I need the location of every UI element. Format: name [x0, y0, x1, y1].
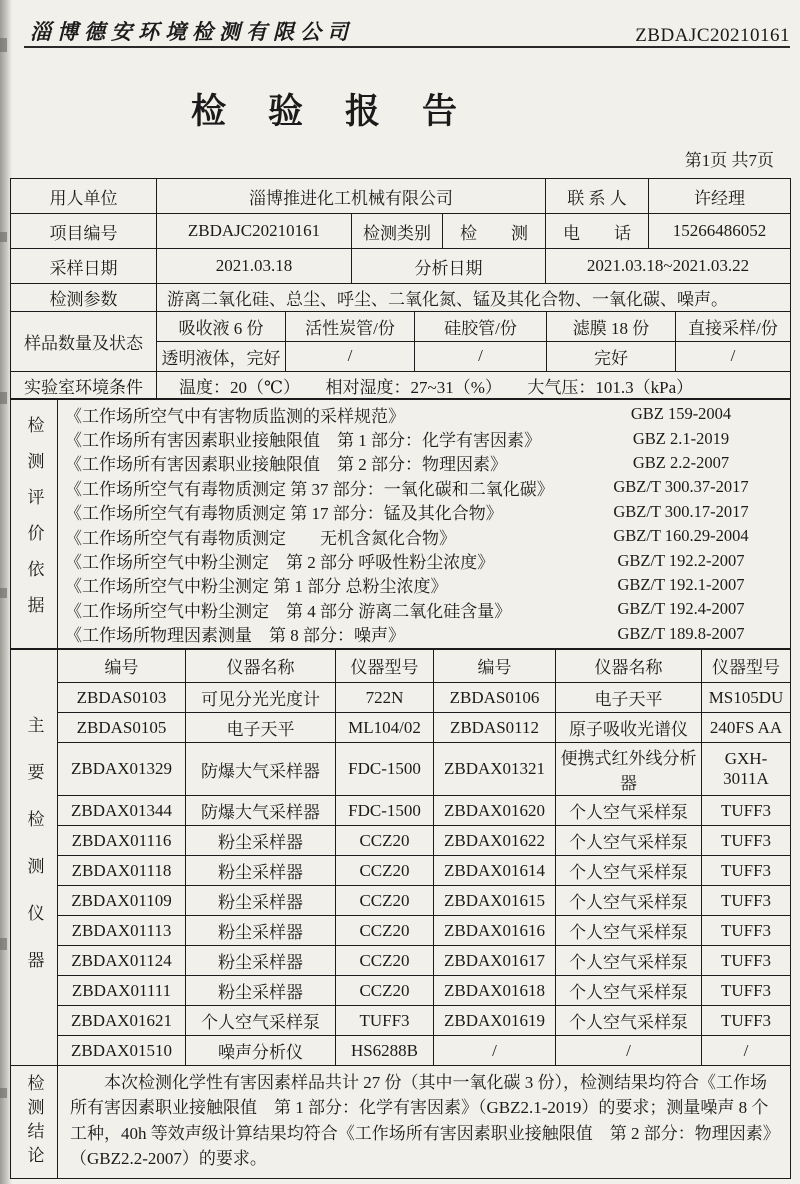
- instrument-cell: ZBDAX01329: [58, 743, 186, 796]
- instrument-cell: ZBDAS0106: [434, 683, 556, 713]
- instrument-cell: 防爆大气采样器: [186, 796, 336, 826]
- scan-artifact: [0, 1088, 7, 1098]
- instrument-cell: 粉尘采样器: [186, 886, 336, 916]
- sampling-date-value: 2021.03.18: [157, 249, 352, 284]
- standard-name: 《工作场所空气中粉尘测定 第 1 部分 总粉尘浓度》: [65, 577, 448, 597]
- instrument-cell: 个人空气采样泵: [556, 856, 702, 886]
- scan-artifact: [0, 938, 7, 950]
- instrument-cell: 个人空气采样泵: [556, 1006, 702, 1036]
- lab-label: 实验室环境条件: [11, 371, 157, 399]
- instrument-cell: 粉尘采样器: [186, 946, 336, 976]
- table-row: [11, 371, 791, 399]
- instrument-cell: ZBDAS0112: [434, 713, 556, 743]
- instrument-cell: ZBDAX01617: [434, 946, 556, 976]
- instrument-cell: 噪声分析仪: [186, 1036, 336, 1066]
- conclusion-table: [10, 1065, 791, 1179]
- instrument-cell: MS105DU: [702, 683, 791, 713]
- instrument-cell: FDC-1500: [336, 796, 434, 826]
- scan-artifact: [0, 38, 7, 52]
- info-table: [10, 178, 791, 312]
- sample-type: 硅胶管/份: [415, 311, 547, 341]
- instrument-cell: 个人空气采样泵: [556, 886, 702, 916]
- column-header: 编号: [58, 649, 186, 683]
- instrument-cell: 便携式红外线分析器: [556, 743, 702, 796]
- instrument-cell: TUFF3: [702, 976, 791, 1006]
- instrument-cell: TUFF3: [702, 856, 791, 886]
- table-row: [11, 916, 791, 946]
- params-label: 检测参数: [11, 284, 157, 312]
- report-code: ZBDAJC20210161: [635, 25, 790, 46]
- instrument-cell: ZBDAX01622: [434, 826, 556, 856]
- table-row: [11, 399, 791, 650]
- basis-item: [58, 524, 790, 548]
- conclusion-cell: [58, 1065, 791, 1178]
- standard-code: GBZ 159-2004: [630, 404, 732, 424]
- instrument-cell: 个人空气采样泵: [556, 826, 702, 856]
- header-rule: [24, 46, 790, 48]
- instrument-cell: /: [702, 1036, 791, 1066]
- instrument-cell: ZBDAX01614: [434, 856, 556, 886]
- basis-item: [58, 402, 790, 426]
- analysis-date-label: 分析日期: [352, 249, 546, 284]
- instrument-cell: 原子吸收光谱仪: [556, 713, 702, 743]
- standard-name: 《工作场所空气中粉尘测定 第 2 部分 呼吸性粉尘浓度》: [65, 553, 495, 573]
- column-header: 仪器名称: [556, 649, 702, 683]
- basis-item: [58, 622, 790, 646]
- standard-name: 《工作场所空气中有害物质监测的采样规范》: [65, 406, 405, 426]
- page-title: 检验报告: [190, 92, 499, 131]
- instrument-cell: ZBDAX01619: [434, 1006, 556, 1036]
- sample-label: 样品数量及状态: [11, 311, 157, 371]
- table-row: [11, 1065, 791, 1178]
- instrument-cell: 防爆大气采样器: [186, 743, 336, 796]
- basis-item: [58, 500, 790, 524]
- instrument-cell: 粉尘采样器: [186, 856, 336, 886]
- standard-code: GBZ 2.1-2019: [632, 428, 730, 448]
- instrument-cell: 个人空气采样泵: [556, 796, 702, 826]
- basis-item: [58, 475, 790, 499]
- instrument-cell: ZBDAS0103: [58, 683, 186, 713]
- project-label: 项目编号: [11, 214, 157, 249]
- instrument-cell: ZBDAX01116: [58, 826, 186, 856]
- table-row: [11, 214, 791, 249]
- instrument-cell: 个人空气采样泵: [556, 976, 702, 1006]
- sample-table: [10, 311, 791, 400]
- instrument-cell: ZBDAX01124: [58, 946, 186, 976]
- type-label: 检测类别: [352, 214, 443, 249]
- basis-list: [58, 399, 791, 650]
- sample-state: 透明液体，完好: [157, 341, 286, 371]
- basis-item: [58, 573, 790, 597]
- instrument-cell: ZBDAX01618: [434, 976, 556, 1006]
- instrument-cell: 电子天平: [556, 683, 702, 713]
- table-row: [11, 179, 791, 214]
- instrument-cell: ZBDAX01510: [58, 1036, 186, 1066]
- instrument-cell: 电子天平: [186, 713, 336, 743]
- instrument-cell: HS6288B: [336, 1036, 434, 1066]
- standard-code: GBZ/T 160.29-2004: [613, 526, 749, 546]
- analysis-date-value: 2021.03.18~2021.03.22: [546, 249, 791, 284]
- standard-code: GBZ 2.2-2007: [632, 452, 730, 472]
- sample-type: 滤膜 18 份: [547, 311, 676, 341]
- basis-section-label: 检测评价依据: [11, 399, 58, 650]
- instruments-body: [11, 649, 791, 1066]
- standard-code: GBZ/T 300.17-2017: [613, 501, 749, 521]
- basis-table: [10, 398, 791, 650]
- column-header: 仪器名称: [186, 649, 336, 683]
- instrument-cell: TUFF3: [702, 946, 791, 976]
- table-row: [11, 856, 791, 886]
- standard-name: 《工作场所物理因素测量 第 8 部分：噪声》: [65, 626, 405, 646]
- lab-conditions: 温度：20（℃） 相对湿度：27~31（%） 大气压：101.3（kPa）: [157, 371, 791, 399]
- table-row: [11, 796, 791, 826]
- standard-name: 《工作场所空气中粉尘测定 第 4 部分 游离二氧化硅含量》: [65, 601, 512, 621]
- basis-item: [58, 451, 790, 475]
- instrument-cell: ZBDAX01615: [434, 886, 556, 916]
- instrument-cell: ZBDAS0105: [58, 713, 186, 743]
- instrument-cell: ZBDAX01344: [58, 796, 186, 826]
- sample-state: 完好: [547, 341, 676, 371]
- instrument-cell: TUFF3: [702, 1006, 791, 1036]
- sample-type: 直接采样/份: [676, 311, 791, 341]
- standard-name: 《工作场所有害因素职业接触限值 第 1 部分：化学有害因素》: [65, 431, 541, 451]
- instrument-cell: 粉尘采样器: [186, 826, 336, 856]
- sampling-date-label: 采样日期: [11, 249, 157, 284]
- instrument-cell: CCZ20: [336, 856, 434, 886]
- standard-code: GBZ/T 192.2-2007: [617, 550, 745, 570]
- sample-state: /: [415, 341, 547, 371]
- instrument-cell: ZBDAX01113: [58, 916, 186, 946]
- basis-item: [58, 548, 790, 572]
- standard-code: GBZ/T 192.4-2007: [617, 599, 745, 619]
- basis-item: [58, 426, 790, 450]
- instrument-cell: 240FS AA: [702, 713, 791, 743]
- standard-name: 《工作场所空气有毒物质测定 第 17 部分：锰及其化合物》: [65, 504, 503, 524]
- scan-artifact: [0, 232, 7, 242]
- instruments-table: [10, 648, 791, 1066]
- client-label: 用人单位: [11, 179, 157, 214]
- conclusion-section-label: 检测结论: [11, 1065, 58, 1178]
- instrument-cell: ZBDAX01111: [58, 976, 186, 1006]
- sample-type: 活性炭管/份: [286, 311, 415, 341]
- instrument-cell: 粉尘采样器: [186, 916, 336, 946]
- basis-item: [58, 597, 790, 621]
- standard-name: 《工作场所有害因素职业接触限值 第 2 部分：物理因素》: [65, 455, 507, 475]
- instrument-cell: ZBDAX01118: [58, 856, 186, 886]
- table-row: [11, 976, 791, 1006]
- conclusion-text: 本次检测化学性有害因素样品共计 27 份（其中一氧化碳 3 份），检测结果均符合《工作场所有害因素职业接触限值 第 1 部分：化学有害因素》（GBZ2.1-2019）的要求；测量噪声 8 个工种，40h 等效声级计算结果均符合《工作场所有害因素职业接触限值 第 2 部分：物理因素》（GBZ2.2-2007）的要求。: [70, 1072, 772, 1169]
- table-row: [11, 284, 791, 312]
- instrument-cell: 个人空气采样泵: [556, 916, 702, 946]
- table-row: [11, 946, 791, 976]
- scan-artifact: [0, 392, 7, 404]
- table-row: [11, 1036, 791, 1066]
- table-row: [11, 683, 791, 713]
- instrument-cell: ML104/02: [336, 713, 434, 743]
- sample-type: 吸收液 6 份: [157, 311, 286, 341]
- page-number: 第1页 共7页: [684, 151, 774, 170]
- table-row: [11, 743, 791, 796]
- standard-code: GBZ/T 189.8-2007: [617, 623, 745, 643]
- instrument-cell: TUFF3: [702, 916, 791, 946]
- type-value: 检 测: [443, 214, 546, 249]
- table-row: [11, 1006, 791, 1036]
- scan-artifact: [0, 588, 7, 598]
- instrument-cell: 粉尘采样器: [186, 976, 336, 1006]
- instrument-cell: CCZ20: [336, 946, 434, 976]
- standard-code: GBZ/T 300.37-2017: [613, 477, 749, 497]
- report-body: [10, 178, 790, 1179]
- table-row: [11, 826, 791, 856]
- table-row: [11, 713, 791, 743]
- params-value: 游离二氧化硅、总尘、呼尘、二氧化氮、锰及其化合物、一氧化碳、噪声。: [157, 284, 791, 312]
- client-value: 淄博推进化工机械有限公司: [157, 179, 546, 214]
- company-name: 淄博德安环境检测有限公司: [30, 20, 354, 44]
- phone-value: 15266486052: [649, 214, 791, 249]
- instrument-cell: GXH-3011A: [702, 743, 791, 796]
- instrument-cell: ZBDAX01620: [434, 796, 556, 826]
- instrument-cell: 个人空气采样泵: [186, 1006, 336, 1036]
- instrument-cell: 可见分光光度计: [186, 683, 336, 713]
- contact-value: 许经理: [649, 179, 791, 214]
- standard-code: GBZ/T 192.1-2007: [617, 574, 745, 594]
- instrument-cell: CCZ20: [336, 826, 434, 856]
- sample-state: /: [286, 341, 415, 371]
- table-row: [11, 649, 791, 683]
- column-header: 仪器型号: [702, 649, 791, 683]
- instruments-section-label: 主要检测仪器: [11, 649, 58, 1066]
- standard-name: 《工作场所空气有毒物质测定 无机含氮化合物》: [65, 528, 456, 548]
- sample-state: /: [676, 341, 791, 371]
- instrument-cell: 个人空气采样泵: [556, 946, 702, 976]
- project-value: ZBDAJC20210161: [157, 214, 352, 249]
- instrument-cell: TUFF3: [702, 826, 791, 856]
- instrument-cell: TUFF3: [702, 886, 791, 916]
- standard-name: 《工作场所空气有毒物质测定 第 37 部分：一氧化碳和二氧化碳》: [65, 479, 554, 499]
- instrument-cell: TUFF3: [336, 1006, 434, 1036]
- instrument-cell: ZBDAX01321: [434, 743, 556, 796]
- instrument-cell: FDC-1500: [336, 743, 434, 796]
- instrument-cell: TUFF3: [702, 796, 791, 826]
- instrument-cell: ZBDAX01616: [434, 916, 556, 946]
- instrument-cell: /: [556, 1036, 702, 1066]
- instrument-cell: CCZ20: [336, 886, 434, 916]
- instrument-cell: ZBDAX01109: [58, 886, 186, 916]
- table-row: [11, 249, 791, 284]
- instrument-cell: CCZ20: [336, 976, 434, 1006]
- contact-label: 联 系 人: [546, 179, 649, 214]
- column-header: 仪器型号: [336, 649, 434, 683]
- instrument-cell: ZBDAX01621: [58, 1006, 186, 1036]
- column-header: 编号: [434, 649, 556, 683]
- phone-label: 电 话: [546, 214, 649, 249]
- instrument-cell: CCZ20: [336, 916, 434, 946]
- table-row: [11, 311, 791, 341]
- instrument-cell: /: [434, 1036, 556, 1066]
- table-row: [11, 886, 791, 916]
- instrument-cell: 722N: [336, 683, 434, 713]
